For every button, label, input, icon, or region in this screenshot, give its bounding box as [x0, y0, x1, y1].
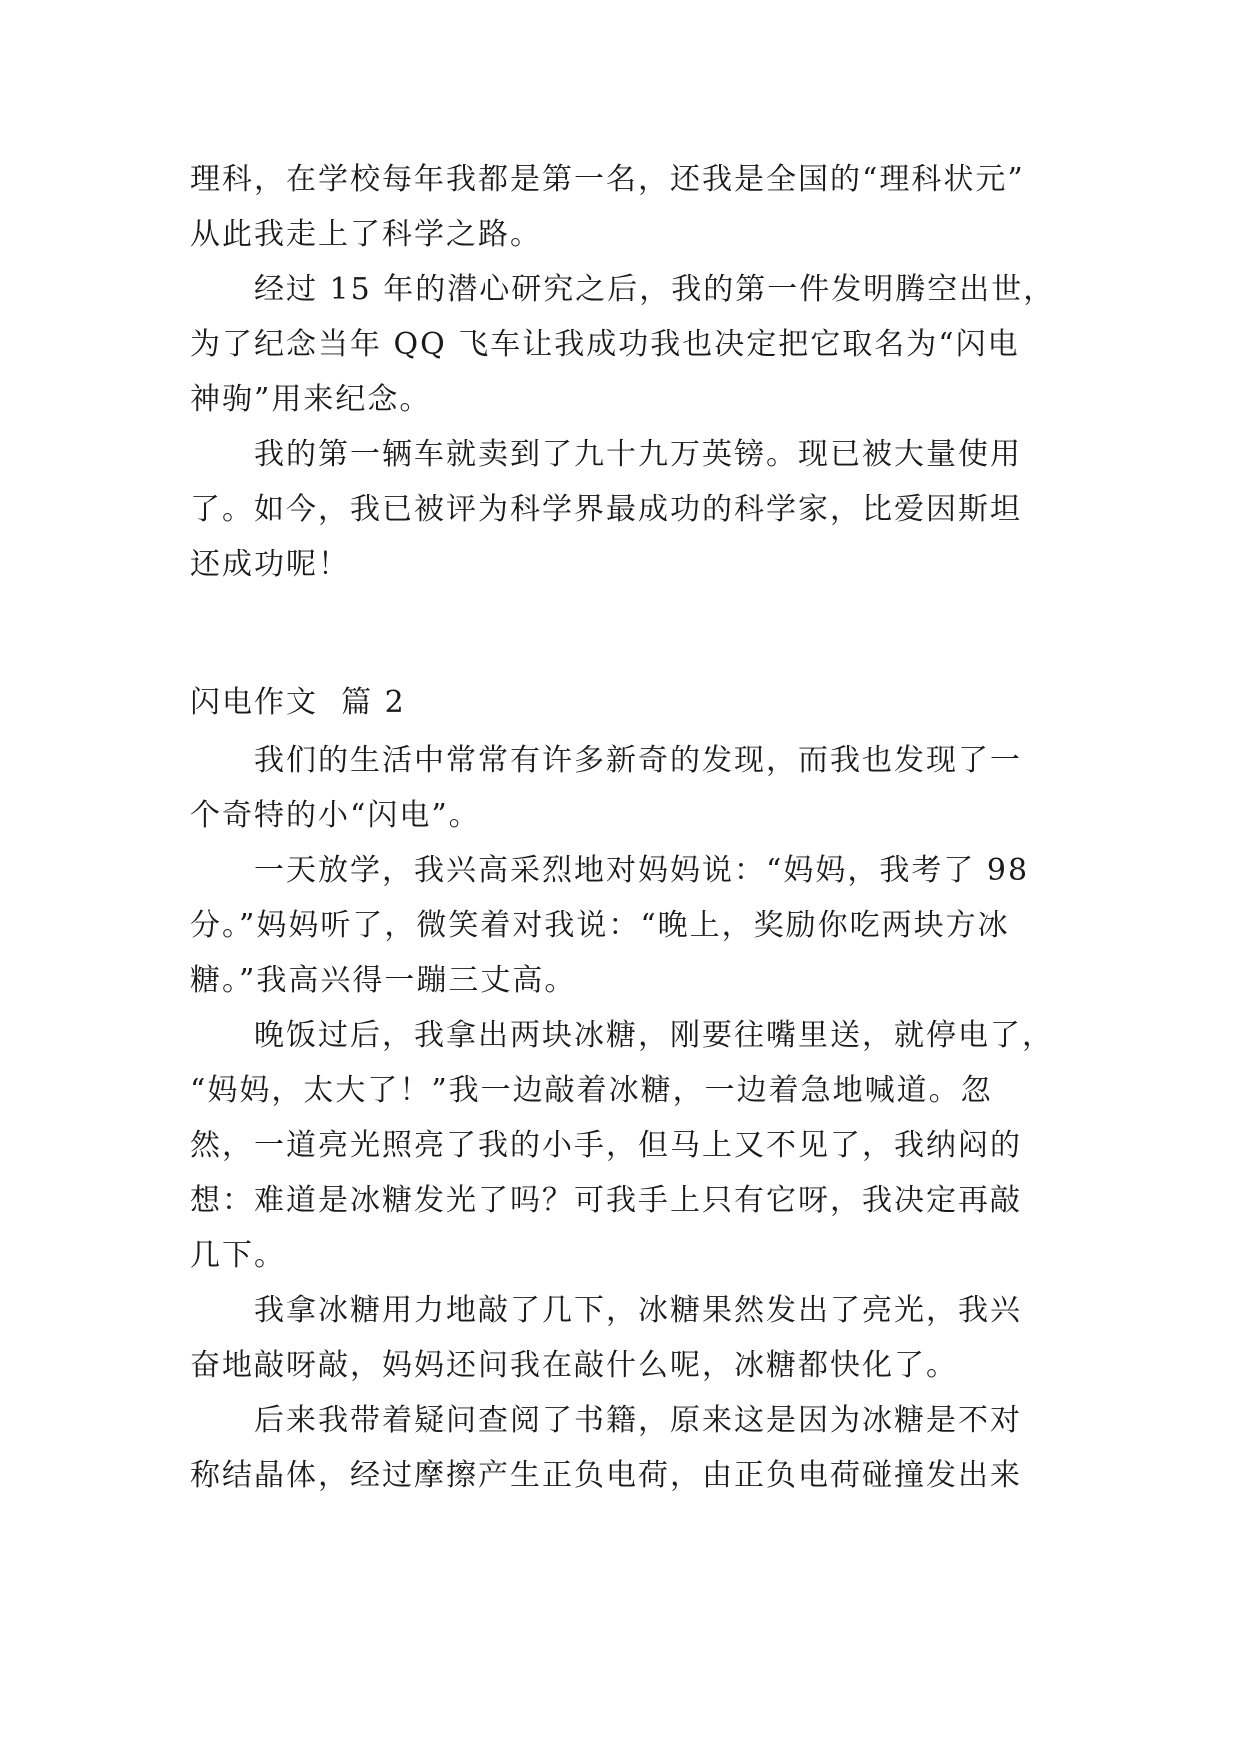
body-line: 糖。”我高兴得一蹦三丈高。: [190, 963, 577, 998]
body-line: 了。如今，我已被评为科学界最成功的科学家，比爱因斯坦: [190, 492, 1022, 527]
section-title: 闪电作文 篇 2: [190, 685, 406, 720]
body-line: 几下。: [190, 1238, 286, 1273]
body-line: 还成功呢！: [190, 547, 350, 582]
body-line: 后来我带着疑问查阅了书籍，原来这是因为冰糖是不对: [190, 1403, 1022, 1438]
body-line: 称结晶体，经过摩擦产生正负电荷，由正负电荷碰撞发出来: [190, 1458, 1022, 1493]
body-line: 个奇特的小“闪电”。: [190, 798, 481, 833]
body-line: 我拿冰糖用力地敲了几下，冰糖果然发出了亮光，我兴: [190, 1293, 1022, 1328]
section-spacer: [190, 592, 1060, 673]
body-line: 我们的生活中常常有许多新奇的发现，而我也发现了一: [190, 743, 1022, 778]
body-line: 从此我走上了科学之路。: [190, 217, 542, 252]
body-line: 经过 15 年的潜心研究之后，我的第一件发明腾空出世，: [190, 272, 1056, 307]
body-line: 晚饭过后，我拿出两块冰糖，刚要往嘴里送，就停电了，: [190, 1018, 1054, 1053]
body-line: 一天放学，我兴高采烈地对妈妈说：“妈妈，我考了 98: [190, 853, 1030, 888]
body-line: 我的第一辆车就卖到了九十九万英镑。现已被大量使用: [190, 437, 1022, 472]
body-line: 想：难道是冰糖发光了吗？可我手上只有它呀，我决定再敲: [190, 1183, 1022, 1218]
body-line: 理科，在学校每年我都是第一名，还我是全国的“理科状元”: [190, 162, 1025, 197]
body-line: 为了纪念当年 QQ 飞车让我成功我也决定把它取名为“闪电: [190, 327, 1020, 362]
body-line: 分。”妈妈听了，微笑着对我说：“晚上，奖励你吃两块方冰: [190, 908, 1010, 943]
body-line: 然，一道亮光照亮了我的小手，但马上又不见了，我纳闷的: [190, 1128, 1022, 1163]
body-line: “妈妈，太大了！”我一边敲着冰糖，一边着急地喊道。忽: [190, 1073, 993, 1108]
body-line: 神驹”用来纪念。: [190, 382, 432, 417]
document-body: [190, 152, 1060, 1503]
body-line: 奋地敲呀敲，妈妈还问我在敲什么呢，冰糖都快化了。: [190, 1348, 958, 1383]
